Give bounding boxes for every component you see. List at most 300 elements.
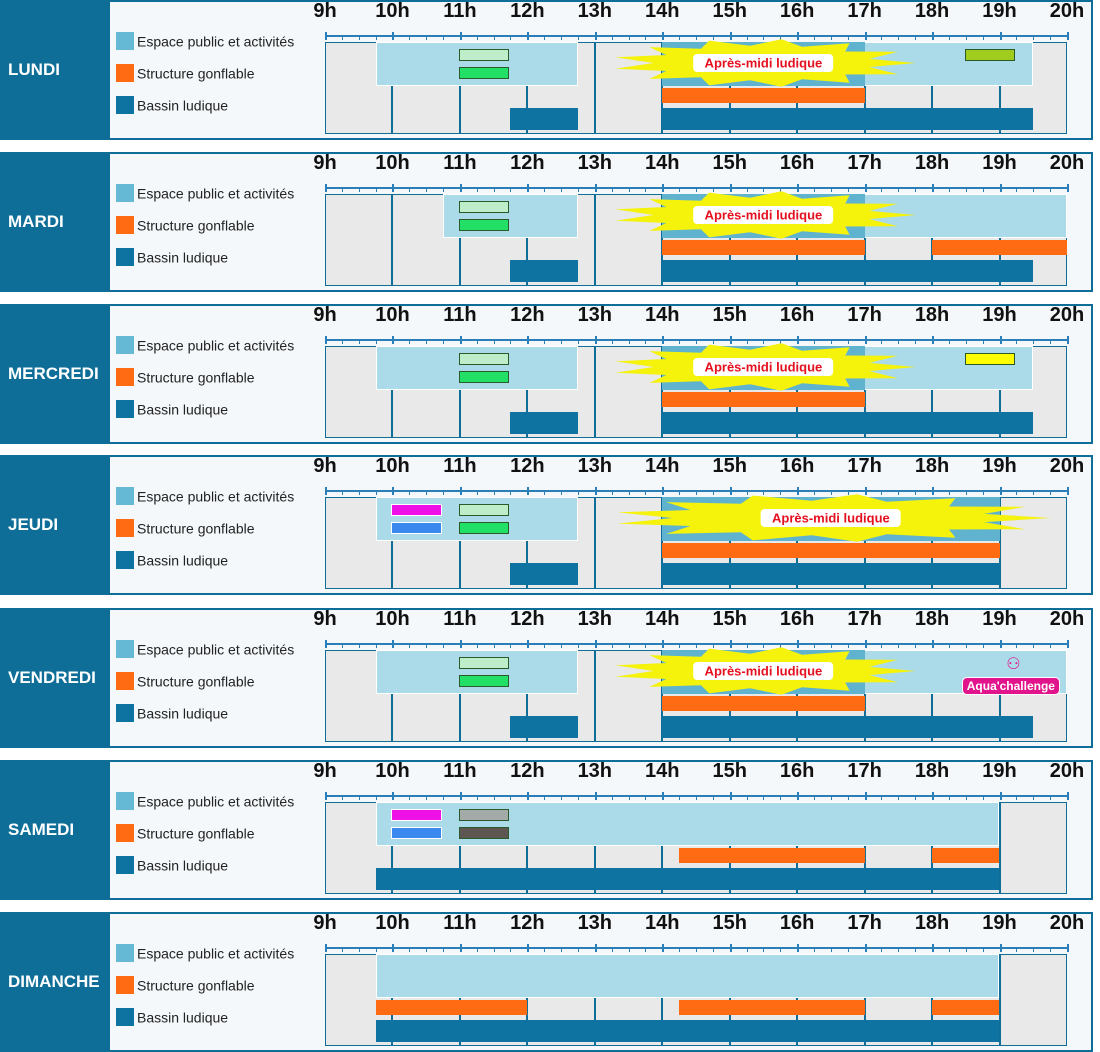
day-row-jeudi xyxy=(0,455,1093,595)
legend-label-inflatable: Structure gonflable xyxy=(137,217,255,234)
legend-label-public: Espace public et activités xyxy=(137,33,295,50)
hour-label: 9h xyxy=(313,152,337,174)
legend-swatch-inflatable xyxy=(116,976,134,994)
axis-tick xyxy=(1016,948,1017,952)
hour-label: 17h xyxy=(847,0,882,22)
axis-tick xyxy=(426,491,427,495)
axis-tick xyxy=(510,340,511,344)
pool-bar xyxy=(662,563,999,585)
event-label: Après-midi ludique xyxy=(704,663,823,679)
axis-tick xyxy=(409,188,410,192)
axis-tick xyxy=(477,948,478,952)
hour-label: 17h xyxy=(847,152,882,174)
axis-tick xyxy=(949,948,950,952)
axis-tick xyxy=(831,948,832,952)
axis-tick xyxy=(460,487,462,495)
axis-tick xyxy=(645,948,646,952)
hour-label: 15h xyxy=(712,304,747,326)
hour-label: 19h xyxy=(982,455,1017,477)
inflatable-bar xyxy=(679,1000,864,1015)
legend-swatch-pool xyxy=(116,856,134,874)
axis-tick xyxy=(409,36,410,40)
legend-item-pool xyxy=(116,704,228,722)
axis-tick xyxy=(561,644,562,648)
axis-tick xyxy=(578,491,579,495)
axis-tick xyxy=(1067,640,1069,648)
axis-tick xyxy=(932,336,934,344)
activity-bar xyxy=(459,371,510,383)
hour-gridline xyxy=(594,42,596,134)
hour-label: 19h xyxy=(982,152,1017,174)
axis-tick xyxy=(426,340,427,344)
axis-tick xyxy=(983,36,984,40)
activity-bar xyxy=(459,201,510,213)
axis-tick xyxy=(983,796,984,800)
axis-tick xyxy=(578,340,579,344)
axis-tick xyxy=(696,796,697,800)
axis-tick xyxy=(595,184,597,192)
axis-tick xyxy=(376,796,377,800)
aqua-challenge-badge: Aqua'challenge xyxy=(962,677,1060,695)
axis-tick xyxy=(1000,184,1002,192)
hour-label: 15h xyxy=(712,0,747,22)
axis-tick xyxy=(359,340,360,344)
axis-tick xyxy=(376,948,377,952)
axis-tick xyxy=(392,184,394,192)
axis-tick xyxy=(325,336,327,344)
axis-tick xyxy=(1067,184,1069,192)
legend-item-pool xyxy=(116,248,228,266)
axis-tick xyxy=(477,491,478,495)
hour-label: 14h xyxy=(645,304,680,326)
hour-label: 9h xyxy=(313,0,337,22)
axis-tick xyxy=(426,796,427,800)
axis-tick xyxy=(865,792,867,800)
axis-tick xyxy=(460,336,462,344)
hour-label: 13h xyxy=(577,304,613,326)
axis-tick xyxy=(578,36,579,40)
axis-tick xyxy=(510,796,511,800)
hour-label: 20h xyxy=(1049,760,1085,782)
pool-bar xyxy=(376,1020,1000,1042)
activity-bar xyxy=(459,657,510,669)
axis-tick xyxy=(477,188,478,192)
pool-bar xyxy=(662,108,1033,130)
axis-tick xyxy=(342,491,343,495)
hour-label: 16h xyxy=(779,304,815,326)
axis-tick xyxy=(966,340,967,344)
legend-item-inflatable xyxy=(116,368,255,386)
day-row-mercredi xyxy=(0,304,1093,444)
hour-label: 18h xyxy=(914,152,950,174)
axis-tick xyxy=(645,796,646,800)
activity-bar xyxy=(459,675,510,687)
axis-tick xyxy=(1033,948,1034,952)
legend-item-inflatable xyxy=(116,519,255,537)
axis-tick xyxy=(527,487,529,495)
axis-tick xyxy=(1050,948,1051,952)
legend-label-public: Espace public et activités xyxy=(137,945,295,962)
axis-tick xyxy=(426,948,427,952)
hour-gridline xyxy=(594,497,596,589)
legend-label-public: Espace public et activités xyxy=(137,488,295,505)
axis-tick xyxy=(359,644,360,648)
inflatable-bar xyxy=(662,696,864,711)
hour-label: 20h xyxy=(1049,455,1085,477)
axis-tick xyxy=(392,640,394,648)
activity-bar xyxy=(391,827,442,839)
axis-tick xyxy=(1000,336,1002,344)
legend-item-pool xyxy=(116,1008,228,1026)
activity-bar xyxy=(459,522,510,534)
hour-label: 12h xyxy=(510,760,545,782)
axis-tick xyxy=(595,487,597,495)
axis-tick xyxy=(578,188,579,192)
axis-tick xyxy=(561,796,562,800)
axis-tick xyxy=(392,32,394,40)
legend-label-inflatable: Structure gonflable xyxy=(137,65,255,82)
axis-tick xyxy=(1033,796,1034,800)
axis-tick xyxy=(780,796,781,800)
axis-tick xyxy=(477,340,478,344)
legend-label-inflatable: Structure gonflable xyxy=(137,520,255,537)
axis-tick xyxy=(443,188,444,192)
axis-tick xyxy=(949,36,950,40)
axis-tick xyxy=(1067,32,1069,40)
axis-tick xyxy=(561,491,562,495)
axis-tick xyxy=(1033,644,1034,648)
hour-label: 14h xyxy=(645,760,680,782)
day-row-samedi xyxy=(0,760,1093,900)
axis-tick xyxy=(460,792,462,800)
axis-tick xyxy=(679,948,680,952)
axis-tick xyxy=(494,644,495,648)
axis-tick xyxy=(1050,340,1051,344)
hour-label: 9h xyxy=(313,304,337,326)
activity-bar xyxy=(391,504,442,516)
hour-label: 9h xyxy=(313,760,337,782)
day-label: LUNDI xyxy=(2,2,110,138)
hour-label: 11h xyxy=(443,0,477,22)
hour-label: 19h xyxy=(982,912,1017,934)
hour-label: 9h xyxy=(313,608,337,630)
axis-tick xyxy=(443,948,444,952)
hour-label: 18h xyxy=(914,608,950,630)
day-label: MERCREDI xyxy=(2,306,110,442)
hour-label: 10h xyxy=(375,0,410,22)
axis-tick xyxy=(359,188,360,192)
hour-label: 12h xyxy=(510,0,545,22)
legend-label-pool: Bassin ludique xyxy=(137,552,229,569)
axis-tick xyxy=(359,491,360,495)
legend-item-inflatable xyxy=(116,672,255,690)
activity-bar xyxy=(459,827,510,839)
axis-tick xyxy=(898,948,899,952)
axis-tick xyxy=(342,948,343,952)
axis-tick xyxy=(612,796,613,800)
aqua-challenge-icon: ⚇ xyxy=(1006,656,1021,673)
axis-tick xyxy=(629,948,630,952)
activity-bar xyxy=(965,49,1016,61)
axis-tick xyxy=(730,944,732,952)
pool-bar xyxy=(662,412,1033,434)
axis-tick xyxy=(1016,36,1017,40)
pool-bar xyxy=(662,260,1033,282)
axis-tick xyxy=(510,644,511,648)
axis-tick xyxy=(1067,487,1069,495)
axis-tick xyxy=(983,644,984,648)
axis-tick xyxy=(612,948,613,952)
axis-tick xyxy=(1067,792,1069,800)
axis-tick xyxy=(494,948,495,952)
legend-item-public xyxy=(116,944,294,962)
axis-tick xyxy=(662,944,664,952)
axis-tick xyxy=(1016,188,1017,192)
axis-tick xyxy=(713,948,714,952)
axis-tick xyxy=(510,188,511,192)
hour-label: 14h xyxy=(645,455,680,477)
axis-tick xyxy=(949,340,950,344)
hour-gridline xyxy=(594,194,596,286)
event-label: Après-midi ludique xyxy=(772,510,890,526)
axis-tick xyxy=(983,340,984,344)
pool-bar xyxy=(510,260,577,282)
axis-tick xyxy=(510,948,511,952)
activity-bar xyxy=(459,504,510,516)
axis-tick xyxy=(595,792,597,800)
hour-label: 19h xyxy=(982,760,1017,782)
day-row-vendredi xyxy=(0,608,1093,748)
legend-swatch-pool xyxy=(116,704,134,722)
axis-tick xyxy=(881,948,882,952)
hour-label: 10h xyxy=(375,760,410,782)
axis-tick xyxy=(1050,796,1051,800)
axis-tick xyxy=(342,36,343,40)
activity-bar xyxy=(459,67,510,79)
legend-label-pool: Bassin ludique xyxy=(137,1009,229,1026)
axis-tick xyxy=(376,36,377,40)
inflatable-bar xyxy=(376,1000,528,1015)
axis-tick xyxy=(392,336,394,344)
day-row-lundi xyxy=(0,0,1093,140)
axis-tick xyxy=(814,796,815,800)
axis-tick xyxy=(578,644,579,648)
legend-swatch-inflatable xyxy=(116,64,134,82)
inflatable-bar xyxy=(662,392,864,407)
axis-tick xyxy=(983,948,984,952)
legend-swatch-inflatable xyxy=(116,368,134,386)
legend-swatch-inflatable xyxy=(116,824,134,842)
axis-tick xyxy=(662,792,664,800)
axis-tick xyxy=(544,340,545,344)
activity-bar xyxy=(459,49,510,61)
axis-tick xyxy=(477,796,478,800)
axis-tick xyxy=(510,36,511,40)
axis-tick xyxy=(595,944,597,952)
axis-tick xyxy=(561,340,562,344)
legend-swatch-inflatable xyxy=(116,519,134,537)
legend-swatch-pool xyxy=(116,248,134,266)
inflatable-bar xyxy=(662,240,864,255)
hour-label: 12h xyxy=(510,912,545,934)
axis-tick xyxy=(561,948,562,952)
hour-label: 17h xyxy=(847,608,882,630)
legend-label-inflatable: Structure gonflable xyxy=(137,825,255,842)
legend-swatch-public xyxy=(116,640,134,658)
hour-label: 10h xyxy=(375,455,410,477)
axis-tick xyxy=(966,36,967,40)
axis-tick xyxy=(443,491,444,495)
activity-bar xyxy=(965,353,1016,365)
legend-swatch-pool xyxy=(116,551,134,569)
hour-label: 18h xyxy=(914,760,950,782)
day-label: MARDI xyxy=(2,154,110,290)
axis-tick xyxy=(527,32,529,40)
legend-item-inflatable xyxy=(116,64,255,82)
event-label: Après-midi ludique xyxy=(704,55,823,71)
legend-swatch-public xyxy=(116,32,134,50)
activity-bar xyxy=(459,809,510,821)
axis-tick xyxy=(915,948,916,952)
hour-label: 12h xyxy=(510,455,545,477)
legend-swatch-pool xyxy=(116,1008,134,1026)
axis-tick xyxy=(443,796,444,800)
hour-label: 9h xyxy=(313,455,337,477)
axis-tick xyxy=(831,796,832,800)
axis-tick xyxy=(409,796,410,800)
axis-tick xyxy=(932,32,934,40)
axis-tick xyxy=(730,792,732,800)
axis-tick xyxy=(1033,36,1034,40)
axis-tick xyxy=(747,948,748,952)
axis-tick xyxy=(460,640,462,648)
hour-label: 15h xyxy=(712,152,747,174)
axis-tick xyxy=(494,796,495,800)
hour-label: 14h xyxy=(645,912,680,934)
day-label: DIMANCHE xyxy=(2,914,110,1050)
axis-tick xyxy=(325,487,327,495)
axis-tick xyxy=(426,644,427,648)
axis-tick xyxy=(763,796,764,800)
axis-tick xyxy=(1016,644,1017,648)
legend-label-pool: Bassin ludique xyxy=(137,857,229,874)
axis-tick xyxy=(949,188,950,192)
legend-label-inflatable: Structure gonflable xyxy=(137,369,255,386)
hour-label: 18h xyxy=(914,0,950,22)
axis-tick xyxy=(865,944,867,952)
legend-label-public: Espace public et activités xyxy=(137,793,295,810)
activity-bar xyxy=(391,522,442,534)
axis-tick xyxy=(848,948,849,952)
axis-tick xyxy=(409,948,410,952)
axis-tick xyxy=(595,32,597,40)
legend-swatch-public xyxy=(116,184,134,202)
hour-label: 12h xyxy=(510,304,545,326)
legend-swatch-pool xyxy=(116,400,134,418)
axis-tick xyxy=(595,640,597,648)
legend-label-inflatable: Structure gonflable xyxy=(137,977,255,994)
axis-tick xyxy=(544,796,545,800)
axis-tick xyxy=(460,944,462,952)
hour-label: 17h xyxy=(847,304,882,326)
legend-label-pool: Bassin ludique xyxy=(137,249,229,266)
hour-label: 19h xyxy=(982,304,1017,326)
hour-gridline xyxy=(391,194,393,286)
axis-tick xyxy=(814,948,815,952)
axis-tick xyxy=(932,944,934,952)
legend-swatch-public xyxy=(116,792,134,810)
hour-label: 19h xyxy=(982,608,1017,630)
axis-tick xyxy=(544,644,545,648)
axis-tick xyxy=(898,796,899,800)
legend-item-inflatable xyxy=(116,976,255,994)
pool-bar xyxy=(510,412,577,434)
hour-label: 19h xyxy=(982,0,1017,22)
axis-tick xyxy=(1016,796,1017,800)
hour-label: 20h xyxy=(1049,152,1085,174)
hour-label: 11h xyxy=(443,912,477,934)
axis-tick xyxy=(561,36,562,40)
axis-tick xyxy=(460,184,462,192)
hour-label: 20h xyxy=(1049,304,1085,326)
axis-tick xyxy=(1000,32,1002,40)
activity-bar xyxy=(459,353,510,365)
hour-label: 15h xyxy=(712,455,747,477)
hour-gridline xyxy=(594,650,596,742)
axis-tick xyxy=(527,184,529,192)
legend-item-public xyxy=(116,640,294,658)
activity-bar xyxy=(391,809,442,821)
legend-label-public: Espace public et activités xyxy=(137,185,295,202)
legend-item-public xyxy=(116,792,294,810)
hour-label: 16h xyxy=(779,760,815,782)
axis-tick xyxy=(409,644,410,648)
axis-tick xyxy=(629,796,630,800)
axis-tick xyxy=(747,796,748,800)
axis-tick xyxy=(477,36,478,40)
hour-label: 10h xyxy=(375,304,410,326)
axis-tick xyxy=(510,491,511,495)
legend-swatch-public xyxy=(116,944,134,962)
axis-tick xyxy=(527,792,529,800)
axis-tick xyxy=(359,948,360,952)
hour-label: 16h xyxy=(779,455,815,477)
hour-label: 13h xyxy=(577,760,613,782)
inflatable-bar xyxy=(679,848,864,863)
axis-tick xyxy=(915,796,916,800)
axis-tick xyxy=(1000,792,1002,800)
hour-label: 12h xyxy=(510,608,545,630)
legend-item-public xyxy=(116,336,294,354)
axis-tick xyxy=(392,944,394,952)
hour-label: 11h xyxy=(443,760,477,782)
legend-label-pool: Bassin ludique xyxy=(137,705,229,722)
axis-tick xyxy=(544,36,545,40)
hour-gridline xyxy=(594,346,596,438)
hour-label: 11h xyxy=(443,152,477,174)
legend-item-public xyxy=(116,32,294,50)
hour-label: 14h xyxy=(645,0,680,22)
legend-swatch-pool xyxy=(116,96,134,114)
hour-label: 15h xyxy=(712,608,747,630)
axis-tick xyxy=(392,487,394,495)
axis-tick xyxy=(983,188,984,192)
inflatable-bar xyxy=(932,240,1067,255)
hour-label: 13h xyxy=(577,152,613,174)
axis-tick xyxy=(1050,644,1051,648)
hour-label: 18h xyxy=(914,304,950,326)
day-label: JEUDI xyxy=(2,457,110,593)
